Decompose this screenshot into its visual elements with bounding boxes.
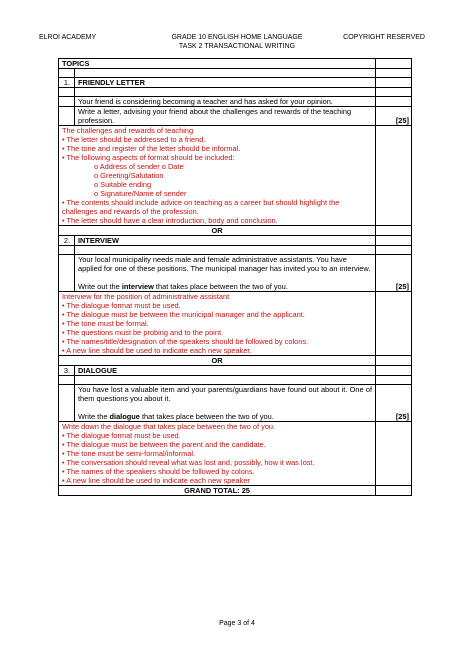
topics-table <box>58 58 412 496</box>
table-row <box>59 126 412 226</box>
table-row <box>59 356 412 366</box>
table-row <box>59 97 412 107</box>
question-prompt <box>75 255 376 292</box>
memo-point: • The names/title/designation of the speakers should be followed by colons. <box>62 337 309 346</box>
prompt-text: Your local municipality needs male and female administrative assistants. You have applied for one of these positions. The municipal manager has invited you to an interview. <box>78 255 371 273</box>
memo-point: • The tone must be semi-formal/informal. <box>62 449 196 458</box>
format-item: o Greeting/Salutation <box>94 171 164 180</box>
question-instruction: Write the dialogue that takes place between the two of you. <box>78 412 274 421</box>
key-word: interview <box>121 282 154 291</box>
marks-allocation: [25] <box>376 385 412 422</box>
memo-heading: The challenges and rewards of teaching <box>62 126 194 135</box>
marks-allocation: [25] <box>376 255 412 292</box>
question-prompt: Your friend is considering becoming a teacher and has asked for your opinion. <box>75 97 376 107</box>
question-title: INTERVIEW <box>75 236 376 246</box>
question-number: 3. <box>59 366 75 376</box>
topics-heading: TOPICS <box>59 59 376 69</box>
question-instruction: Write out the interview that takes place between the two of you. <box>78 282 288 291</box>
format-item: o Signature/Name of sender <box>94 189 187 198</box>
memo-notes <box>59 422 376 486</box>
memo-point: • The conversation should reveal what was lost and, possibly, how it was lost. <box>62 458 315 467</box>
grand-total: GRAND TOTAL: 25 <box>59 486 376 496</box>
table-row <box>59 385 412 422</box>
prompt-text: You have lost a valuable item and your parents/guardians have found out about it. One of them questions you about it. <box>78 385 372 403</box>
memo-point: • The letter should have a clear introduction, body and conclusion. <box>62 216 278 225</box>
table-row <box>59 292 412 356</box>
memo-point: • The dialogue format must be used. <box>62 301 181 310</box>
memo-point: • The names of the speakers should be followed by colons. <box>62 467 255 476</box>
subject-line: GRADE 10 ENGLISH HOME LANGUAGE <box>171 34 303 41</box>
memo-point: • The dialogue format must be used. <box>62 431 181 440</box>
marks-allocation: [25] <box>376 107 412 126</box>
memo-point: • A new line should be used to indicate each new speaker <box>62 476 250 485</box>
memo-point: • The contents should include advice on teaching as a career but should highlight the challenges and rewards of the profession. <box>62 198 340 216</box>
memo-notes <box>59 292 376 356</box>
memo-point: • The letter should be addressed to a friend. <box>62 135 206 144</box>
table-row <box>59 366 412 376</box>
key-word: dialogue <box>109 412 140 421</box>
memo-point: • The following aspects of format should be included: <box>62 153 235 162</box>
memo-point: • The dialogue must be between the parent and the candidate. <box>62 440 266 449</box>
page-number: Page 3 of 4 <box>219 620 255 627</box>
format-item: o Address of sender o Date <box>94 162 184 171</box>
table-row <box>59 59 412 69</box>
question-title: FRIENDLY LETTER <box>75 78 376 88</box>
memo-heading: Write down the dialogue that takes place between the two of you. <box>62 422 276 431</box>
memo-point: • The tone must be formal. <box>62 319 149 328</box>
school-name: ELROI ACADEMY <box>39 34 97 41</box>
memo-point: • A new line should be used to indicate each new speaker. <box>62 346 252 355</box>
table-row <box>59 422 412 486</box>
memo-point: • The dialogue must be between the municipal manager and the applicant. <box>62 310 305 319</box>
or-divider: OR <box>59 226 376 236</box>
task-line: TASK 2 TRANSACTIONAL WRITING <box>178 43 296 50</box>
table-row <box>59 226 412 236</box>
memo-notes <box>59 126 376 226</box>
table-row <box>59 486 412 496</box>
or-divider: OR <box>59 356 376 366</box>
table-row <box>59 255 412 292</box>
question-number: 1. <box>59 78 75 88</box>
copyright-notice: COPYRIGHT RESERVED <box>343 34 425 41</box>
memo-heading: Interview for the position of administrative assistant <box>62 292 230 301</box>
table-row <box>59 78 412 88</box>
memo-point: • The tone and register of the letter should be informal. <box>62 144 241 153</box>
question-prompt <box>75 385 376 422</box>
question-title: DIALOGUE <box>75 366 376 376</box>
question-number: 2. <box>59 236 75 246</box>
memo-point: • The questions must be probing and to the point. <box>62 328 224 337</box>
question-instruction: Write a letter, advising your friend about the challenges and rewards of the teaching profession. <box>75 107 376 126</box>
format-item: o Suitable ending <box>94 180 152 189</box>
table-row <box>59 107 412 126</box>
table-row <box>59 236 412 246</box>
